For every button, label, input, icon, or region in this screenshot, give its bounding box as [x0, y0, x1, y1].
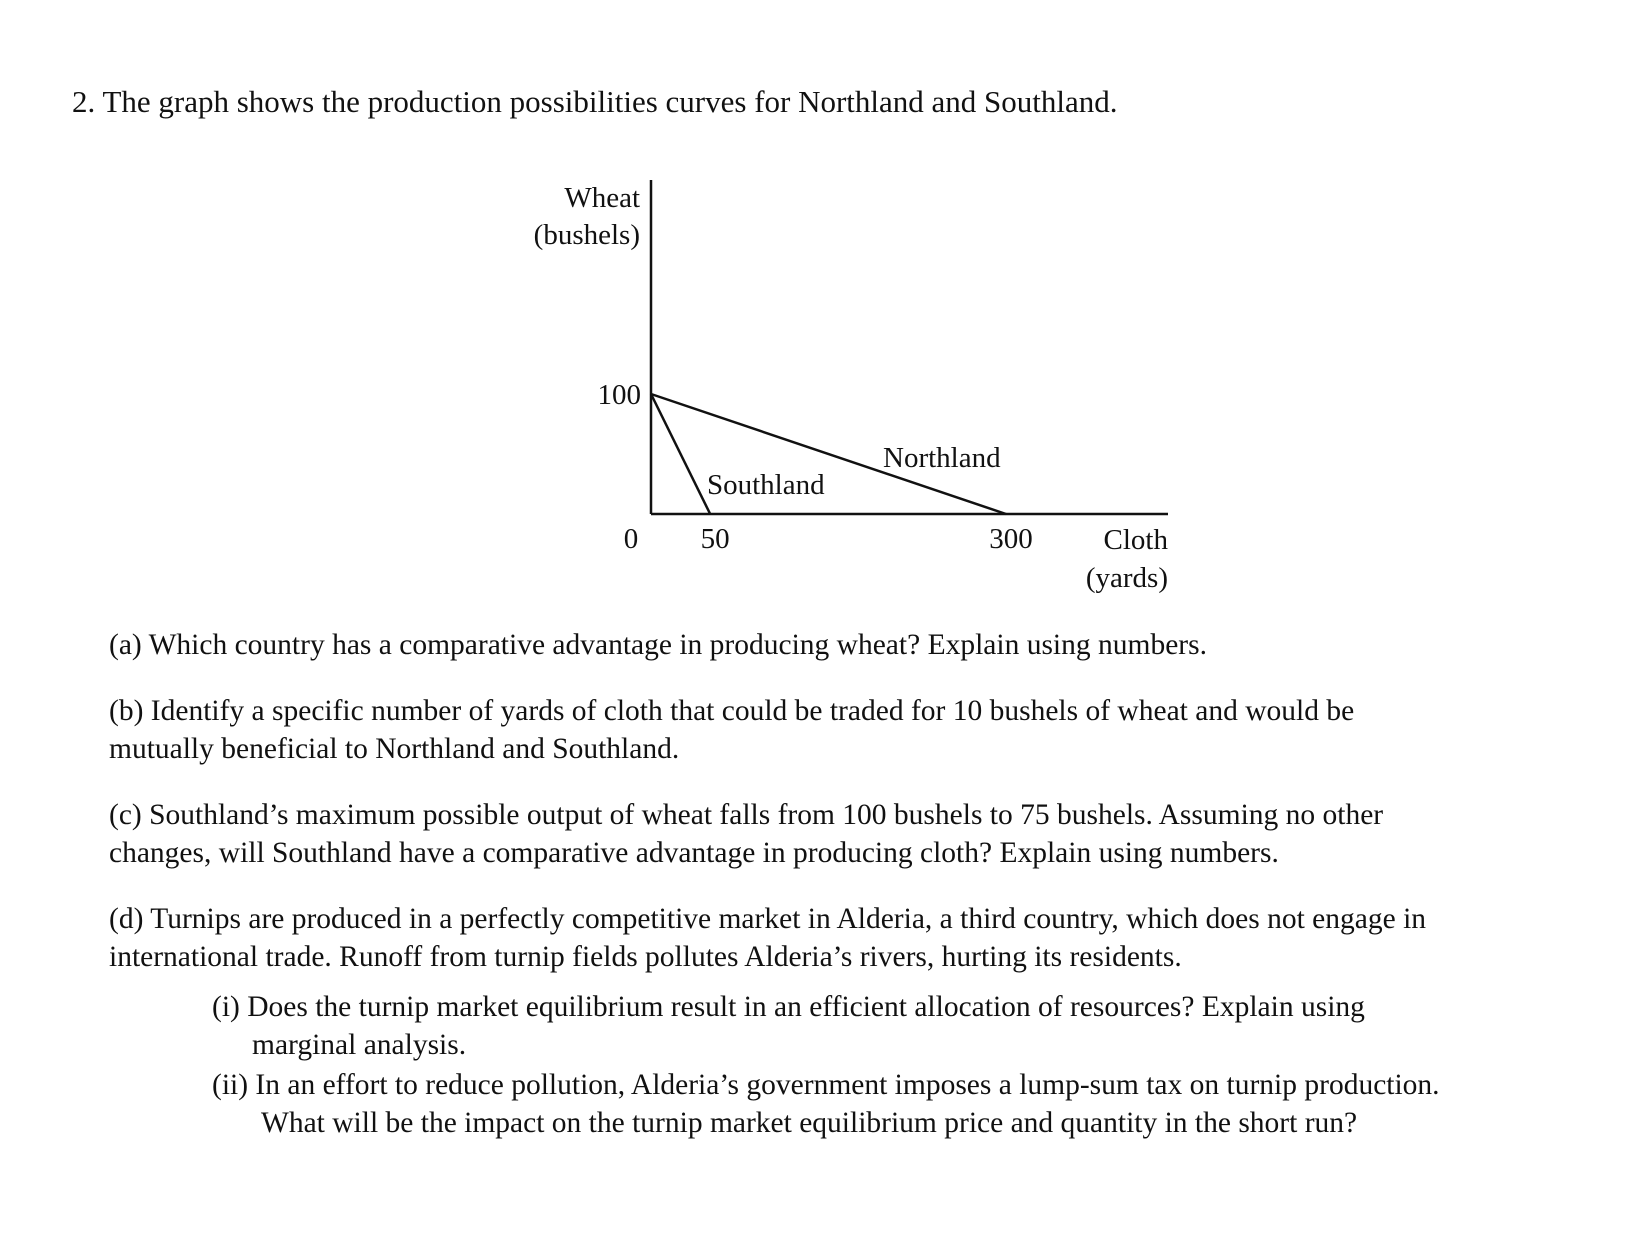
part-a-text: (a) Which country has a comparative advantage in producing wheat? Explain using numbers. — [109, 629, 1207, 661]
part-d-i-line2: marginal analysis. — [252, 1029, 467, 1061]
part-d-ii-line1: (ii) In an effort to reduce pollution, Alderia’s government imposes a lump-sum tax on turnip production. — [212, 1069, 1440, 1101]
southland-label: Southland — [707, 469, 825, 501]
question-part-b — [109, 692, 1354, 768]
part-d-line2: international trade. Runoff from turnip fields pollutes Alderia’s rivers, hurting its residents. — [109, 941, 1182, 973]
part-b-line2: mutually beneficial to Northland and Southland. — [109, 733, 680, 765]
part-c-line2: changes, will Southland have a comparative advantage in producing cloth? Explain using numbers. — [109, 837, 1279, 869]
part-c-line1: (c) Southland’s maximum possible output of wheat falls from 100 bushels to 75 bushels. Assuming no other — [109, 799, 1384, 831]
part-d-i-line1: (i) Does the turnip market equilibrium result in an efficient allocation of resources? Explain using — [212, 991, 1365, 1023]
question-part-d-i — [212, 988, 1365, 1064]
part-b-line1: (b) Identify a specific number of yards of cloth that could be traded for 10 bushels of wheat and would be — [109, 695, 1355, 727]
question-part-d-ii — [212, 1066, 1440, 1142]
y-axis-label-line2: (bushels) — [533, 219, 640, 251]
question-part-d — [109, 900, 1426, 976]
y-axis-label-line1: Wheat — [564, 182, 640, 214]
part-d-ii-line2: What will be the impact on the turnip market equilibrium price and quantity in the short run? — [261, 1107, 1358, 1139]
part-d-line1: (d) Turnips are produced in a perfectly competitive market in Alderia, a third country, which does not engage in — [109, 903, 1427, 935]
x-origin-label: 0 — [623, 523, 639, 555]
x-tick-label-50: 50 — [700, 523, 730, 555]
x-axis-label-line1: Cloth — [1103, 524, 1168, 556]
x-tick-label-300: 300 — [989, 523, 1033, 555]
question-part-a — [109, 626, 1207, 664]
question-part-c — [109, 796, 1383, 872]
y-tick-label-100: 100 — [597, 379, 641, 411]
x-axis-label-line2: (yards) — [1085, 562, 1168, 594]
question-intro: 2. The graph shows the production possibilities curves for Northland and Southland. — [72, 84, 1118, 119]
northland-label: Northland — [883, 442, 1001, 474]
